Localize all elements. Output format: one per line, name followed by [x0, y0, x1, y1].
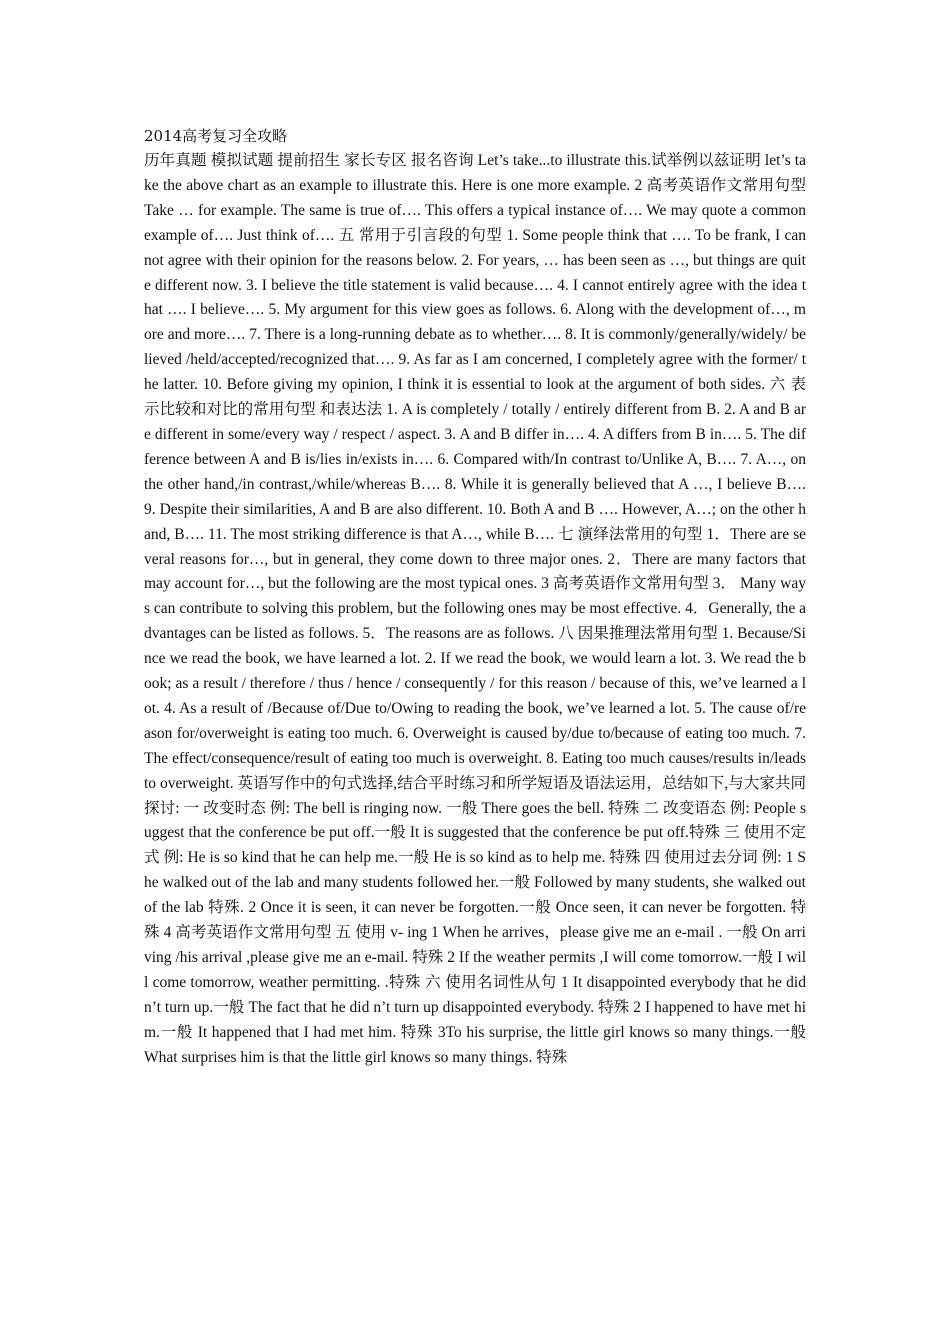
document-title: 2014高考复习全攻略 — [144, 127, 288, 145]
document-body-text: 历年真题 模拟试题 提前招生 家长专区 报名咨询 Let’s take...to illustrate this.试举例以兹证明 let’s take the above chart as an example to illustrate this. Here is one more example. 2 高考英语作文常用句型 Take … for example. The same is true of…. This offers a typical instance of…. We may quote a common example of…. Just think of…. 五 常用于引言段的句型 1. Some people think that …. To be frank, I can not agree with their opinion for the reasons below. 2. For years, … has been seen as …, but things are quite different now. 3. I believe the title statement is valid because…. 4. I cannot entirely agree with the idea that …. I believe…. 5. My argument for this view goes as follows. 6. Along with the development of…, more and more…. 7. There is a long-running debate as to whether…. 8. It is commonly/generally/widely/ believed /held/accepted/recognized that…. 9. As far as I am concerned, I completely agree with the former/ the latter. 10. Before giving my opinion, I think it is essential to look at the argument of both sides. 六 表示比较和对比的常用句型 和表达法 1. A is completely / totally / entirely different from B. 2. A and B are different in some/every way / respect / aspect. 3. A and B differ in…. 4. A differs from B in…. 5. The difference between A and B is/lies in/exists in…. 6. Compared with/In contrast to/Unlike A, B…. 7. A…, on the other hand,/in contrast,/while/whereas B…. 8. While it is generally believed that A …, I believe B…. 9. Despite their similarities, A and B are also different. 10. Both A and B …. However, A…; on the other hand, B…. 11. The most striking difference is that A…, while B…. 七 演绎法常用的句型 1．There are several reasons for…, but in general, they come down to three major ones. 2．There are many factors that may account for…, but the following are the most typical ones. 3 高考英语作文常用句型 3． Many ways can contribute to solving this problem, but the following ones may be most effective. 4．Generally, the advantages can be listed as follows. 5．The reasons are as follows. 八 因果推理法常用句型 1. Because/Since we read the book, we have learned a lot. 2. If we read the book, we would learn a lot. 3. We read the book; as a result / therefore / thus / hence / consequently / for this reason / because of this, we’ve learned a lot. 4. As a result of /Because of/Due to/Owing to reading the book, we’ve learned a lot. 5. The cause of/reason for/overweight is eating too much. 6. Overweight is caused by/due to/because of eating too much. 7. The effect/consequence/result of eating too much is overweight. 8. Eating too much causes/results in/leads to overweight. 英语写作中的句式选择,结合平时练习和所学短语及语法运用，总结如下,与大家共同探讨: 一 改变时态 例: The bell is ringing now. 一般 There goes the bell. 特殊 二 改变语态 例: People suggest that the conference be put off.一般 It is suggested that the conference be put off.特殊 三 使用不定式 例: He is so kind that he can help me.一般 He is so kind as to help me. 特殊 四 使用过去分词 例: 1 She walked out of the lab and many students followed her.一般 Followed by many students, she walked out of the lab 特殊. 2 Once it is seen, it can never be forgotten.一般 Once seen, it can never be forgotten. 特殊 4 高考英语作文常用句型 五 使用 v- ing 1 When he arrives，please give me an e-mail . 一般 On arriving /his arrival ,please give me an e-mail. 特殊 2 If the weather permits ,I will come tomorrow.一般 I will come tomorrow, weather permitting. .特殊 六 使用名词性从句 1 It disappointed everybody that he didn’t turn up.一般 The fact that he did n’t turn up disappointed everybody. 特殊 2 I happened to have met him.一般 It happened that I had met him. 特殊 3To his surprise, the little girl knows so many things.一般 What surprises him is that the little girl knows so many things. 特殊 — [144, 152, 806, 1066]
